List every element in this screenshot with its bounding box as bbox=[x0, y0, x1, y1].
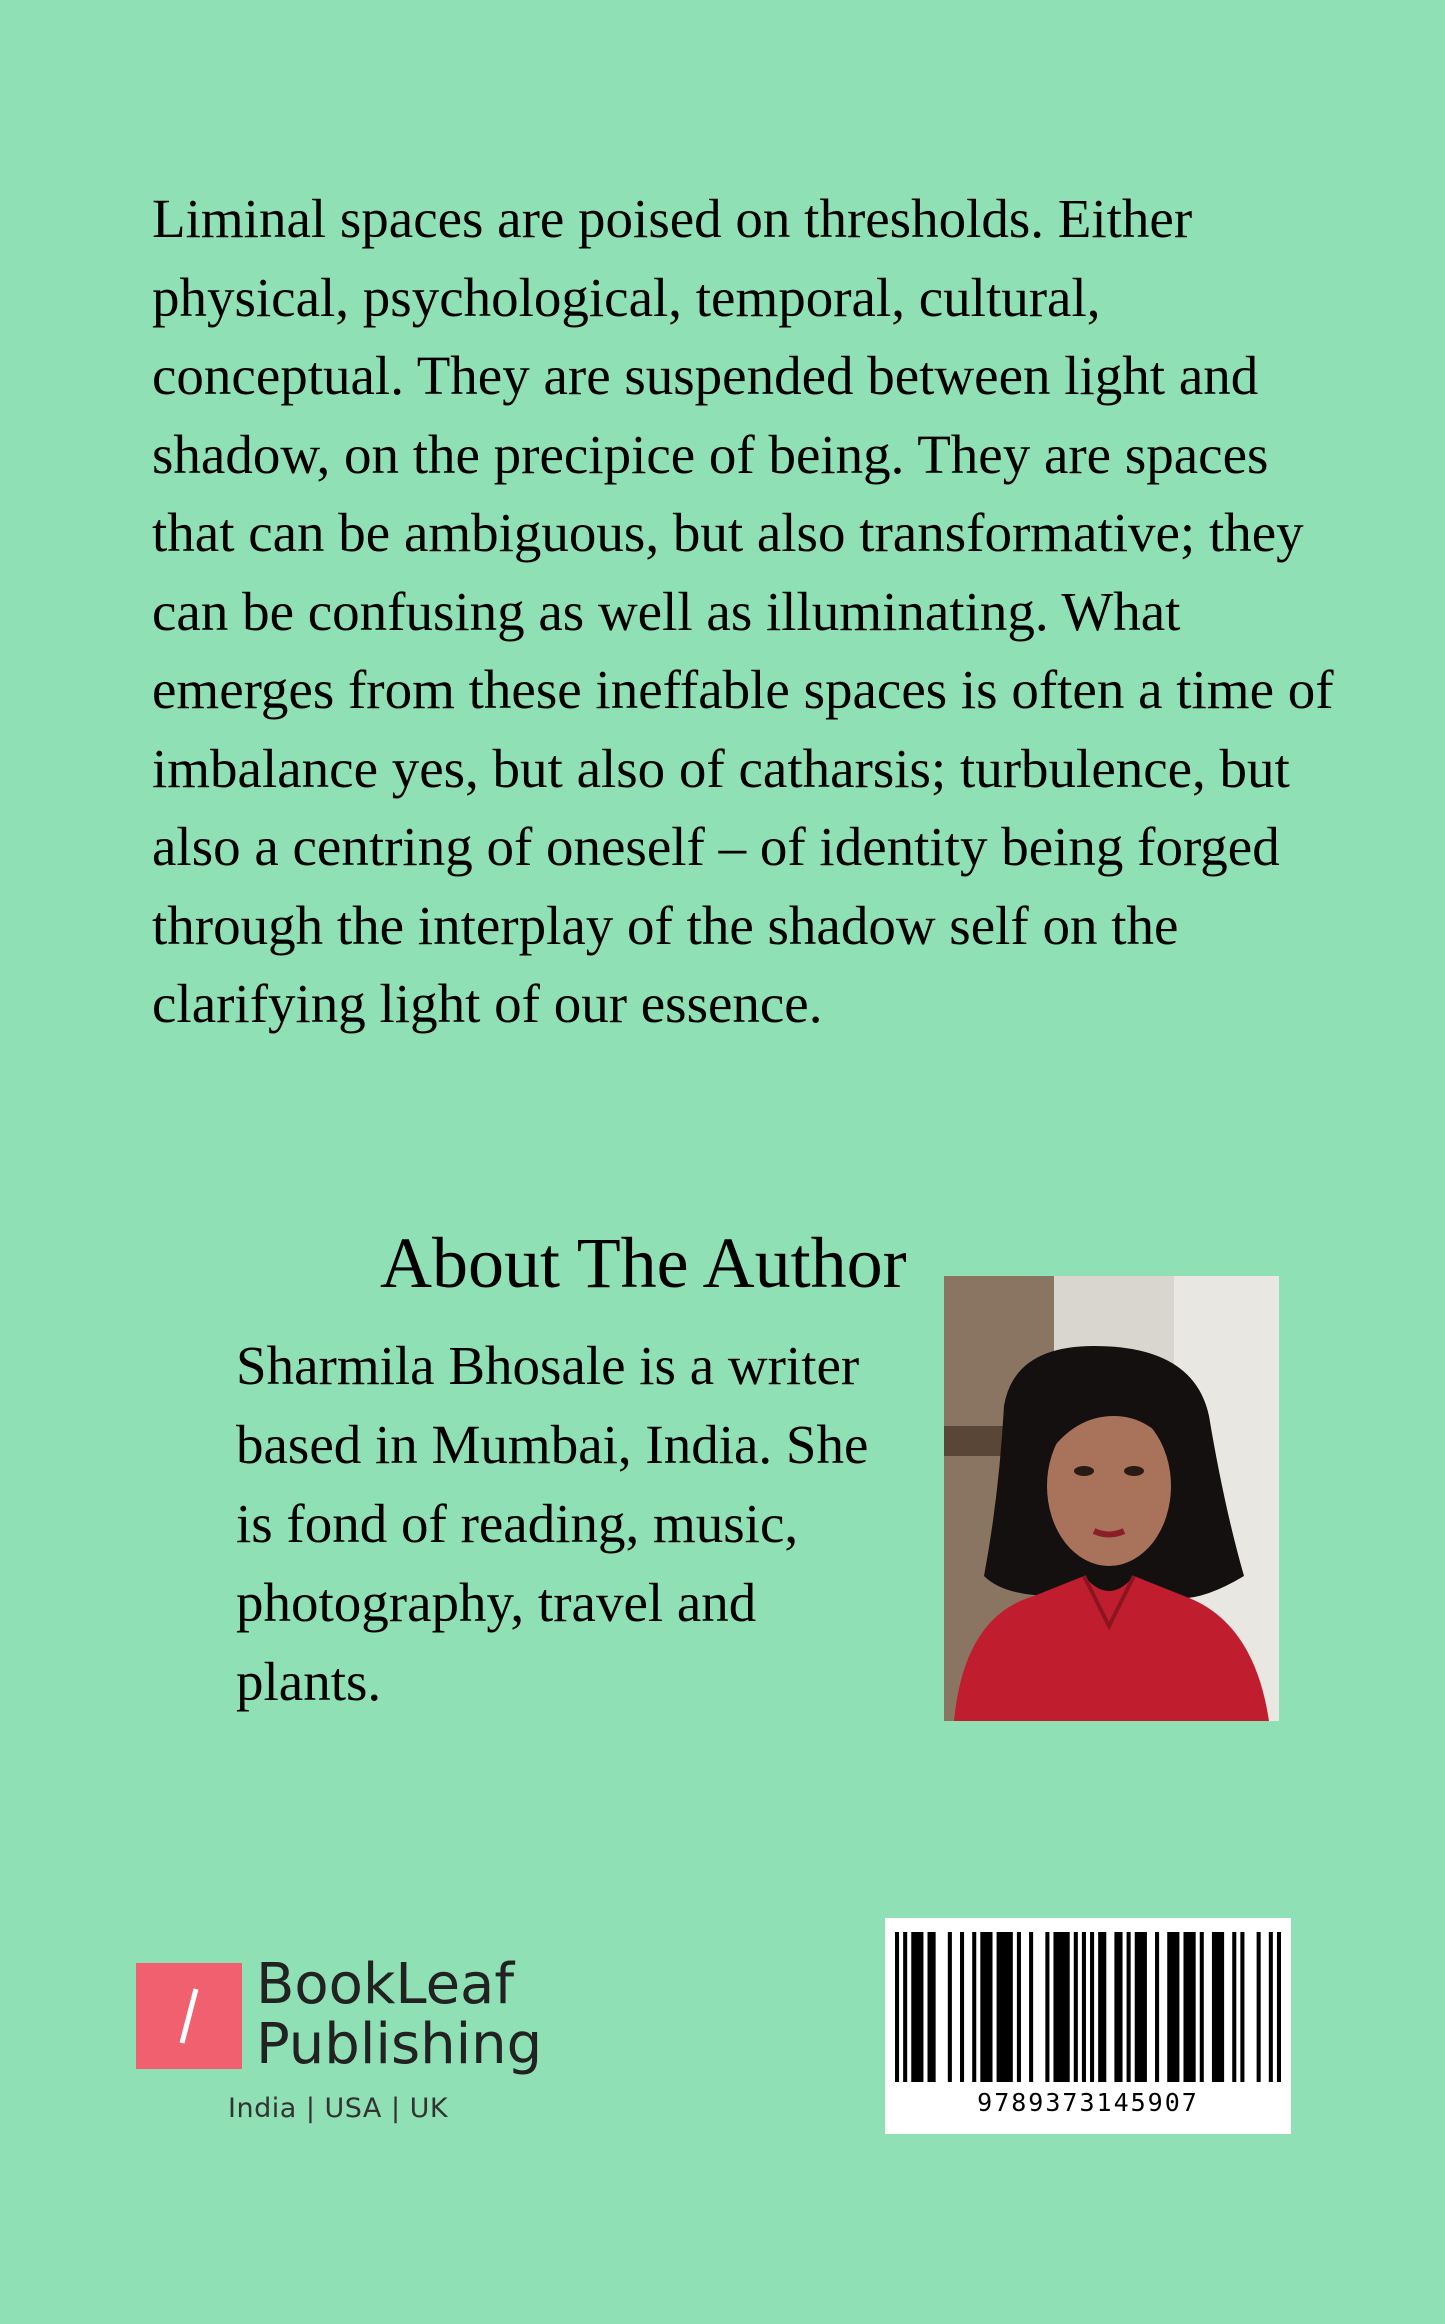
barcode-bar bbox=[948, 1932, 952, 2082]
barcode-bar bbox=[1183, 1932, 1195, 2082]
barcode-bar bbox=[895, 1932, 899, 2082]
author-bio: Sharmila Bhosale is a writer based in Mumbai, India. She is fond of reading, music, photography, travel and plants. bbox=[236, 1335, 869, 1712]
barcode-bar bbox=[960, 1932, 964, 2082]
barcode-bar bbox=[1017, 1932, 1021, 2082]
isbn-barcode bbox=[885, 1918, 1291, 2134]
barcode-bar bbox=[1257, 1932, 1261, 2082]
barcode-bar bbox=[1240, 1932, 1244, 2082]
barcode-bar bbox=[1135, 1932, 1147, 2082]
barcode-bar bbox=[1082, 1932, 1086, 2082]
barcode-bar bbox=[928, 1932, 936, 2082]
barcode-bar bbox=[1029, 1932, 1033, 2082]
barcode-bar bbox=[1053, 1932, 1069, 2082]
barcode-bar bbox=[1277, 1932, 1281, 2082]
barcode-bar bbox=[903, 1932, 907, 2082]
back-cover-blurb: Liminal spaces are poised on thresholds. Either physical, psychological, temporal, cultural, conceptual. They are suspended between light and shadow, on the precipice of being. They are spaces that can be ambiguous, but also transformative; they can be confusing as well as illuminating. What emerges from these ineffable spaces is often a time of imbalance yes, but also of catharsis; turbulence, but also a centring of oneself – of identity being forged through the interplay of the shadow self on the clarifying light of our essence. bbox=[152, 188, 1334, 1034]
publisher-slash-icon bbox=[136, 1963, 242, 2069]
publisher-name-line1: BookLeaf bbox=[256, 1952, 515, 2017]
barcode-bar bbox=[1269, 1932, 1273, 2082]
barcode-bar bbox=[1090, 1932, 1094, 2082]
barcode-bar bbox=[1212, 1932, 1224, 2082]
isbn-number: 9789373145907 bbox=[977, 2088, 1199, 2117]
barcode-bar bbox=[1045, 1932, 1049, 2082]
publisher-name-line2: Publishing bbox=[256, 2012, 543, 2077]
author-photo bbox=[944, 1276, 1279, 1721]
barcode-bar bbox=[1200, 1932, 1204, 2082]
publisher-regions: India | USA | UK bbox=[228, 2093, 449, 2124]
barcode-bar bbox=[972, 1932, 976, 2082]
barcode-bar bbox=[1127, 1932, 1131, 2082]
barcode-bars bbox=[895, 1932, 1281, 2082]
publisher-name bbox=[256, 1952, 543, 2077]
barcode-bar bbox=[1232, 1932, 1236, 2082]
barcode-bar bbox=[997, 1932, 1013, 2082]
barcode-bar bbox=[1114, 1932, 1122, 2082]
barcode-bar bbox=[980, 1932, 992, 2082]
barcode-bar bbox=[1098, 1932, 1106, 2082]
barcode-bar bbox=[911, 1932, 923, 2082]
barcode-bar bbox=[1074, 1932, 1078, 2082]
barcode-bar bbox=[1155, 1932, 1159, 2082]
about-author-heading: About The Author bbox=[380, 1223, 907, 1303]
barcode-bar bbox=[1167, 1932, 1179, 2082]
